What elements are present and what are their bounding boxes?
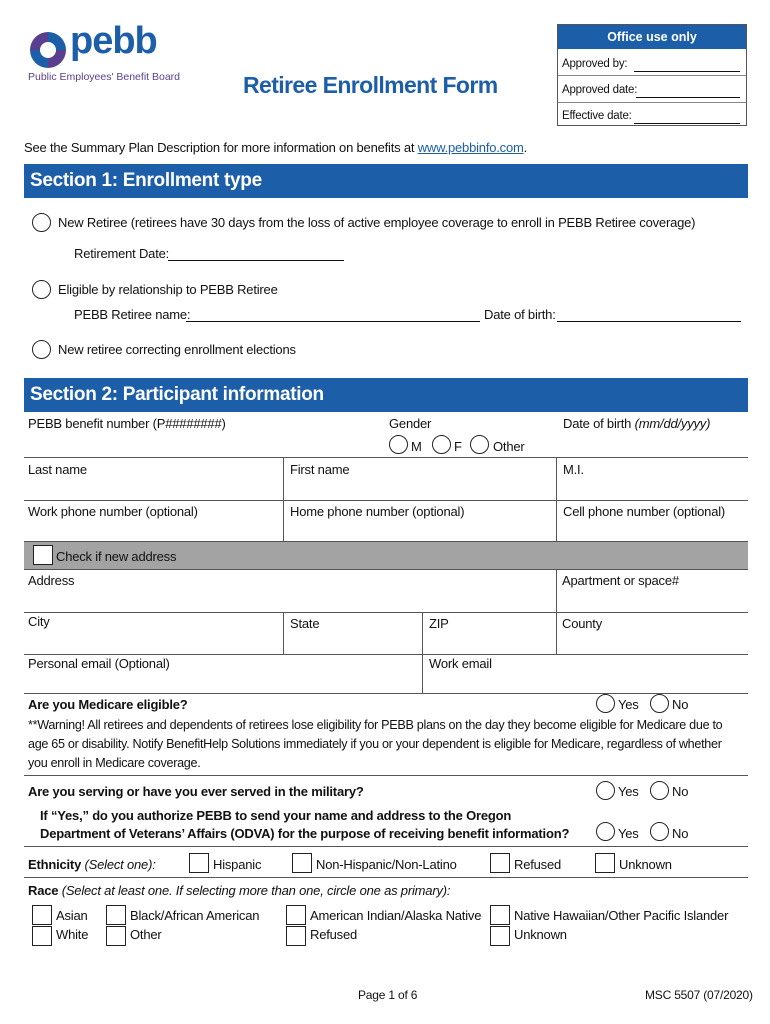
section-2-header: Section 2: Participant information [24, 378, 748, 412]
odva-question-line-2: Department of Veterans’ Affairs (ODVA) for the purpose of receiving benefit information? [40, 826, 570, 841]
medicare-yes-label: Yes [618, 697, 639, 712]
race-black-label: Black/African American [130, 908, 260, 923]
medicare-no-label: No [672, 697, 689, 712]
work-phone-label: Work phone number (optional) [28, 504, 198, 519]
retiree-dob-field[interactable] [557, 321, 741, 322]
gender-f-radio[interactable] [432, 435, 451, 454]
ethnicity-hispanic-label: Hispanic [213, 857, 262, 872]
approved-date-label: Approved date: [562, 84, 638, 96]
race-unknown-checkbox[interactable] [490, 926, 510, 946]
home-phone-label: Home phone number (optional) [290, 504, 465, 519]
approved-date-field[interactable] [636, 97, 740, 98]
section-1-header: Section 1: Enrollment type [24, 164, 748, 198]
gender-m-label: M [411, 439, 422, 454]
odva-question-line-1: If “Yes,” do you authorize PEBB to send your name and address to the Oregon [40, 808, 512, 823]
military-question: Are you serving or have you ever served in the military? [28, 784, 364, 799]
benefit-number-label: PEBB benefit number (P########) [28, 416, 226, 431]
zip-label: ZIP [429, 616, 449, 631]
race-asian-label: Asian [56, 908, 88, 923]
race-unknown-label: Unknown [514, 927, 567, 942]
ethnicity-refused-label: Refused [514, 857, 562, 872]
ethnicity-label: Ethnicity (Select one): [28, 857, 156, 872]
race-native-label: American Indian/Alaska Native [310, 908, 482, 923]
eligible-relationship-radio[interactable] [32, 280, 51, 299]
odva-yes-label: Yes [618, 826, 639, 841]
state-label: State [290, 616, 320, 631]
race-black-checkbox[interactable] [106, 905, 126, 925]
city-label: City [28, 614, 50, 629]
form-title: Retiree Enrollment Form [243, 72, 498, 98]
military-yes-radio[interactable] [596, 781, 615, 800]
cell-phone-label: Cell phone number (optional) [563, 504, 726, 519]
approved-by-field[interactable] [634, 71, 740, 72]
last-name-label: Last name [28, 462, 87, 477]
odva-no-radio[interactable] [650, 822, 669, 841]
ethnicity-non-hispanic-label: Non-Hispanic/Non-Latino [316, 857, 457, 872]
retiree-name-label: PEBB Retiree name: [74, 307, 191, 322]
race-refused-checkbox[interactable] [286, 926, 306, 946]
participant-dob-label: Date of birth (mm/dd/yyyy) [563, 416, 711, 431]
medicare-warning-line-1: **Warning! All retirees and dependents of retirees lose eligibility for PEBB plans on the day they become eligible for Medicare due to [28, 718, 723, 732]
retirement-date-label: Retirement Date: [74, 246, 170, 261]
race-white-label: White [56, 927, 89, 942]
ethnicity-unknown-checkbox[interactable] [595, 853, 615, 873]
pebb-logo-icon [26, 28, 70, 72]
retirement-date-field[interactable] [168, 260, 344, 261]
approved-by-label: Approved by: [562, 58, 628, 70]
race-pacific-checkbox[interactable] [490, 905, 510, 925]
work-email-label: Work email [429, 656, 492, 671]
gender-other-radio[interactable] [470, 435, 489, 454]
race-label: Race (Select at least one. If selecting more than one, circle one as primary): [28, 883, 451, 898]
page-number: Page 1 of 6 [358, 988, 418, 1002]
logo-subtitle: Public Employees' Benefit Board [28, 71, 181, 83]
ethnicity-unknown-label: Unknown [619, 857, 672, 872]
gender-label: Gender [389, 416, 432, 431]
military-yes-label: Yes [618, 784, 639, 799]
form-code: MSC 5507 (07/2020) [645, 988, 753, 1002]
ethnicity-hispanic-checkbox[interactable] [189, 853, 209, 873]
race-other-label: Other [130, 927, 162, 942]
effective-date-label: Effective date: [562, 110, 632, 122]
race-native-checkbox[interactable] [286, 905, 306, 925]
medicare-warning-line-2: age 65 or disability. Notify BenefitHelp Solutions immediately if you or your dependent is eligible for Medicare, regardless of whether [28, 737, 722, 751]
pebb-logo [26, 20, 186, 86]
office-use-heading: Office use only [558, 25, 746, 49]
correcting-elections-radio[interactable] [32, 340, 51, 359]
logo-word: pebb [70, 20, 157, 62]
odva-no-label: No [672, 826, 689, 841]
retiree-dob-label: Date of birth: [484, 307, 556, 322]
first-name-label: First name [290, 462, 350, 477]
gender-m-radio[interactable] [389, 435, 408, 454]
medicare-no-radio[interactable] [650, 694, 669, 713]
medicare-warning-line-3: you enroll in Medicare coverage. [28, 756, 201, 770]
new-retiree-radio[interactable] [32, 213, 51, 232]
race-asian-checkbox[interactable] [32, 905, 52, 925]
address-label: Address [28, 573, 75, 588]
military-no-radio[interactable] [650, 781, 669, 800]
race-white-checkbox[interactable] [32, 926, 52, 946]
race-pacific-label: Native Hawaiian/Other Pacific Islander [514, 908, 729, 923]
county-label: County [562, 616, 602, 631]
race-other-checkbox[interactable] [106, 926, 126, 946]
eligible-relationship-label: Eligible by relationship to PEBB Retiree [58, 282, 278, 297]
gender-f-label: F [454, 439, 462, 454]
military-no-label: No [672, 784, 689, 799]
middle-initial-label: M.I. [563, 462, 584, 477]
office-use-box [557, 24, 747, 126]
pebbinfo-link[interactable]: www.pebbinfo.com [417, 140, 524, 155]
odva-yes-radio[interactable] [596, 822, 615, 841]
new-retiree-label: New Retiree (retirees have 30 days from the loss of active employee coverage to enroll in PEBB Retiree coverage) [58, 215, 696, 230]
medicare-yes-radio[interactable] [596, 694, 615, 713]
ethnicity-non-hispanic-checkbox[interactable] [292, 853, 312, 873]
intro-text: See the Summary Plan Description for more information on benefits at www.pebbinfo.com. [24, 140, 528, 155]
medicare-question: Are you Medicare eligible? [28, 697, 188, 712]
new-address-checkbox[interactable] [33, 545, 53, 565]
personal-email-label: Personal email (Optional) [28, 656, 170, 671]
ethnicity-refused-checkbox[interactable] [490, 853, 510, 873]
effective-date-field[interactable] [634, 123, 740, 124]
race-refused-label: Refused [310, 927, 358, 942]
apartment-label: Apartment or space# [562, 573, 679, 588]
correcting-elections-label: New retiree correcting enrollment elections [58, 342, 296, 357]
retiree-name-field[interactable] [186, 321, 480, 322]
gender-other-label: Other [493, 439, 525, 454]
new-address-label: Check if new address [56, 549, 177, 564]
